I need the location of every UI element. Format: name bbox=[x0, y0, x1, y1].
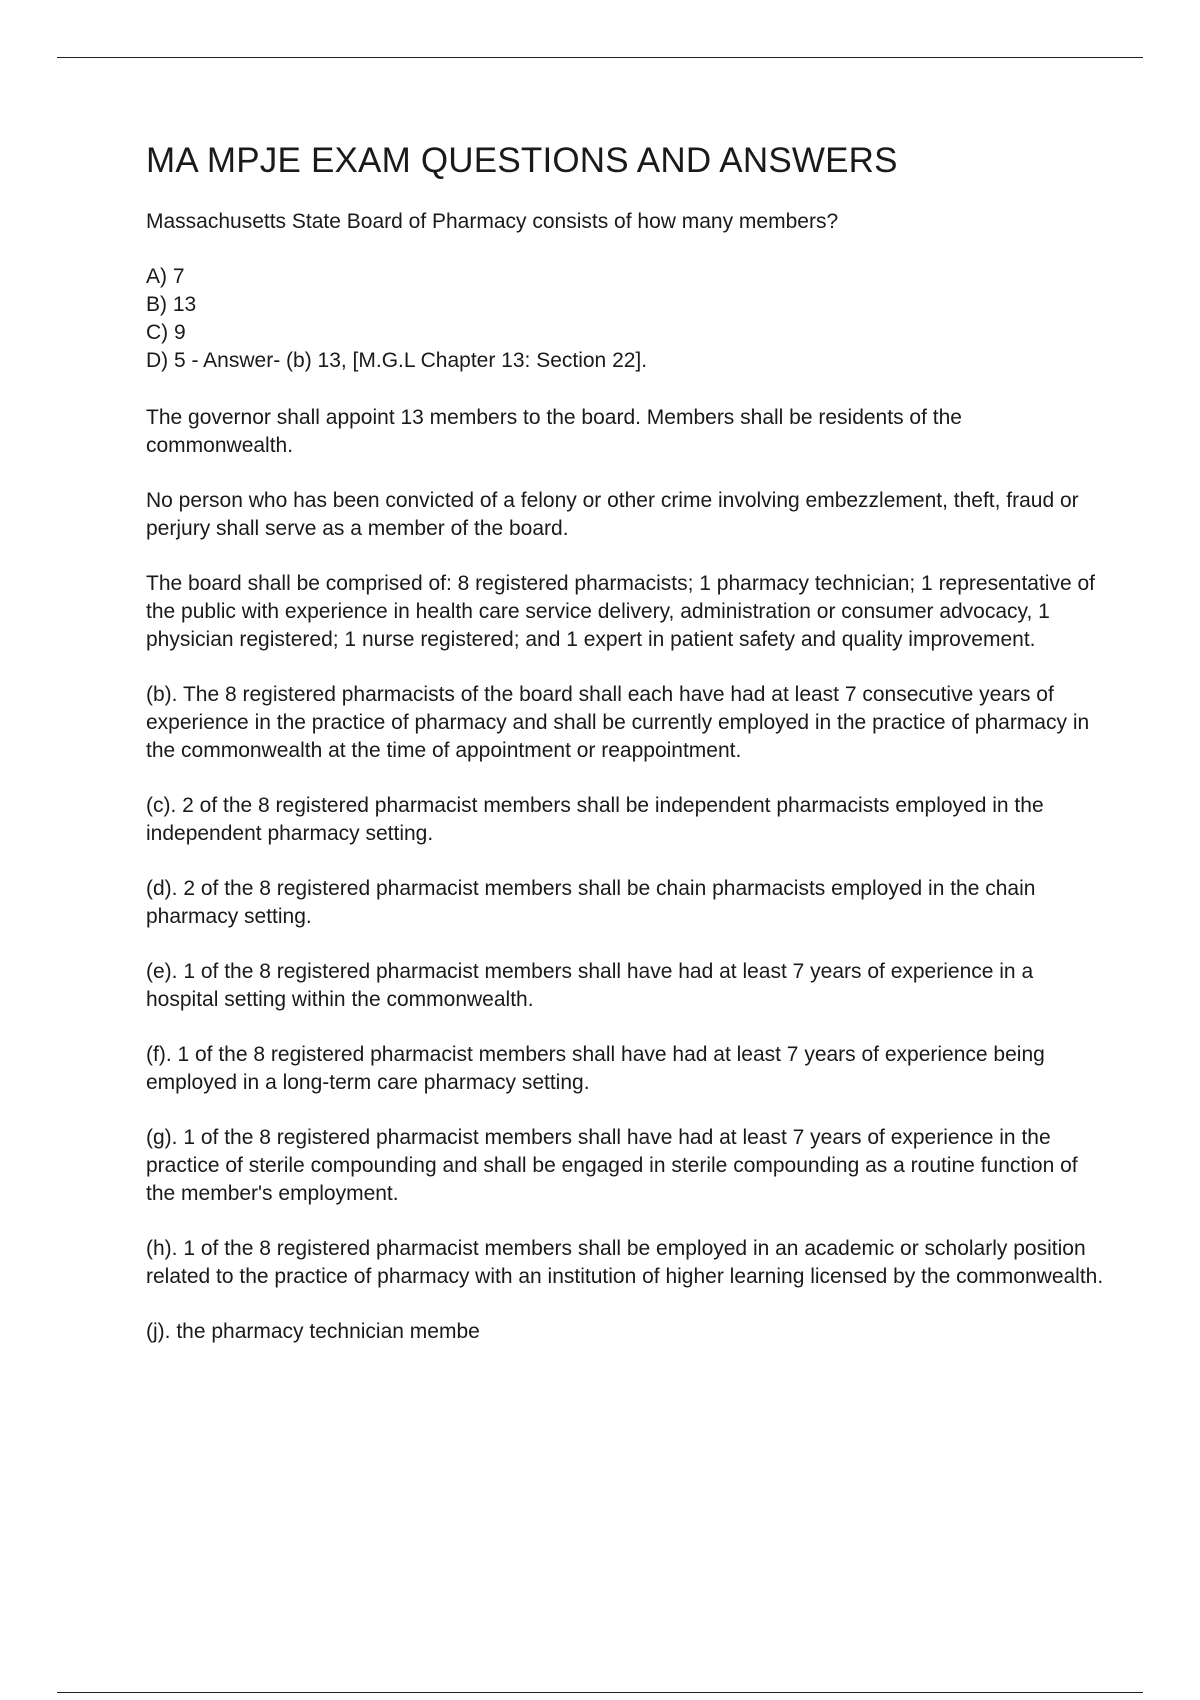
paragraph-d: (d). 2 of the 8 registered pharmacist members shall be chain pharmacists employed in the chain pharmacy setting. bbox=[146, 877, 1036, 928]
paragraph-board-composition: The board shall be comprised of: 8 registered pharmacists; 1 pharmacy technician; 1 representative of the public with experience in health care service delivery, administration or consumer advocacy, 1 physician registered; 1 nurse registered; and 1 expert in patient safety and quality improvement. bbox=[146, 572, 1095, 651]
paragraph-b: (b). The 8 registered pharmacists of the board shall each have had at least 7 consecutive years of experience in the practice of pharmacy and shall be currently employed in the practice of pharmacy in the commonwealth at the time of appointment or reappointment. bbox=[146, 683, 1090, 762]
paragraph-f: (f). 1 of the 8 registered pharmacist members shall have had at least 7 years of experience being employed in a long-term care pharmacy setting. bbox=[146, 1043, 1045, 1094]
paragraph-e: (e). 1 of the 8 registered pharmacist members shall have had at least 7 years of experience in a hospital setting within the commonwealth. bbox=[146, 960, 1034, 1011]
question-text: Massachusetts State Board of Pharmacy consists of how many members? bbox=[146, 210, 839, 233]
document-title: MA MPJE EXAM QUESTIONS AND ANSWERS bbox=[146, 141, 898, 180]
option-b: B) 13 bbox=[146, 293, 197, 316]
paragraph-felony-restriction: No person who has been convicted of a felony or other crime involving embezzlement, theft, fraud or perjury shall serve as a member of the board. bbox=[146, 489, 1079, 540]
document-body bbox=[146, 140, 1106, 1373]
option-d-answer: D) 5 - Answer- (b) 13, [M.G.L Chapter 13: Section 22]. bbox=[146, 349, 648, 372]
option-c: C) 9 bbox=[146, 321, 186, 344]
paragraph-j-truncated: (j). the pharmacy technician membe bbox=[146, 1320, 480, 1343]
option-a: A) 7 bbox=[146, 265, 185, 288]
answer-options bbox=[146, 263, 1106, 375]
paragraph-c: (c). 2 of the 8 registered pharmacist members shall be independent pharmacists employed in the independent pharmacy setting. bbox=[146, 794, 1044, 845]
paragraph-g: (g). 1 of the 8 registered pharmacist members shall have had at least 7 years of experience in the practice of sterile compounding and shall be engaged in sterile compounding as a routine function of the member's employment. bbox=[146, 1126, 1078, 1205]
paragraph-governor-appoints: The governor shall appoint 13 members to the board. Members shall be residents of the commonwealth. bbox=[146, 406, 962, 457]
top-divider bbox=[57, 57, 1143, 58]
bottom-divider bbox=[57, 1692, 1143, 1693]
paragraph-h: (h). 1 of the 8 registered pharmacist members shall be employed in an academic or scholarly position related to the practice of pharmacy with an institution of higher learning licensed by the commonwealth. bbox=[146, 1237, 1104, 1288]
